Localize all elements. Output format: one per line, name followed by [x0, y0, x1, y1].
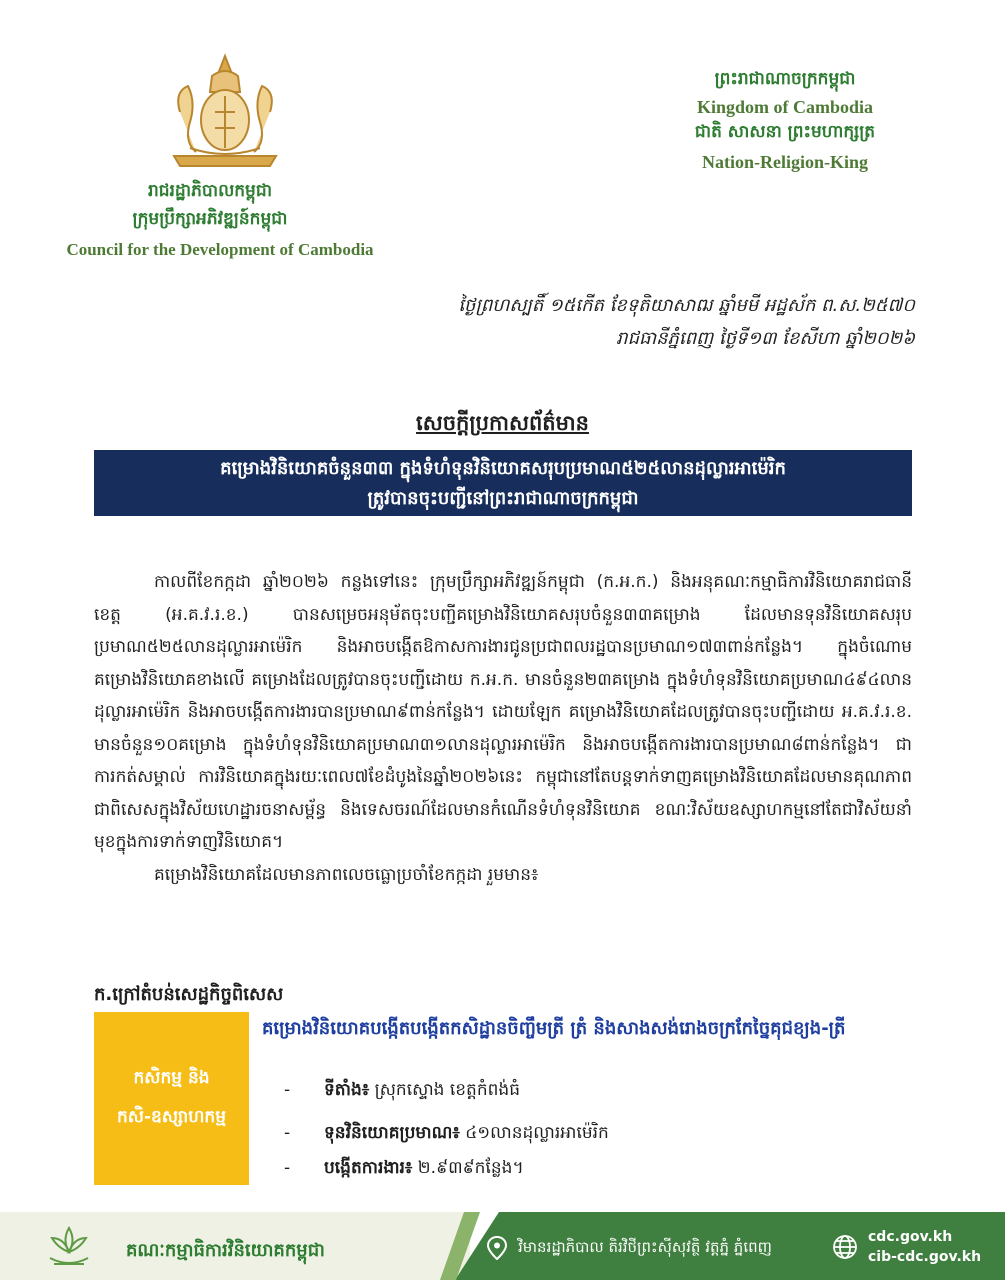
kingdom-name-kh: ព្រះរាជាណាចក្រកម្ពុជា — [714, 69, 856, 89]
council-name-en: Council for the Development of Cambodia — [66, 240, 374, 259]
location-pin-icon — [487, 1236, 507, 1260]
footer-address: វិមានរដ្ឋាភិបាល តិរវិថីព្រះស៊ីសុវត្ថិ វត្តភ្នំ ភ្នំពេញ — [518, 1238, 772, 1256]
lunar-date: ថ្ងៃព្រហស្បតិ៍ ១៥កើត ខែទុតិយាសាឍ ឆ្នាំមមី អដ្ឋស័ក ព.ស.២៥៧០ — [458, 295, 915, 316]
document-title: សេចក្តីប្រកាសព័ត៌មាន — [416, 411, 589, 435]
paragraph-intro-highlights: គម្រោងវិនិយោគដែលមានភាពលេចធ្លោប្រចាំខែកក្កដា រួមមាន៖ — [154, 864, 539, 885]
kingdom-name-en: Kingdom of Cambodia — [696, 97, 874, 117]
body-text — [94, 566, 912, 891]
project-location — [284, 1079, 520, 1104]
council-name-kh: ក្រុមប្រឹក្សាអភិវឌ្ឍន៍កម្ពុជា — [132, 209, 288, 229]
website-link-cdc[interactable]: cdc.gov.kh — [868, 1229, 953, 1245]
sector-line-2: កសិ-ឧស្សាហកម្ម — [117, 1106, 226, 1127]
project-jobs — [284, 1157, 524, 1182]
motto-kh: ជាតិ សាសនា ព្រះមហាក្សត្រ — [694, 122, 876, 142]
sector-line-1: កសិកម្ម និង — [133, 1067, 210, 1088]
bullet-dash: - — [284, 1080, 291, 1100]
motto-en: Nation-Religion-King — [701, 152, 868, 172]
detail-label: ទុនវិនិយោគប្រមាណ៖ — [324, 1123, 460, 1143]
project-title: គម្រោងវិនិយោគបង្កើតបង្កើតកសិដ្ឋានចិញ្ចឹមត្រី ត្រំ និងសាងសង់រោងចក្រកែច្នៃគុជខ្យង-ត្រី — [262, 1018, 846, 1039]
headline-banner — [94, 450, 912, 516]
bullet-dash: - — [284, 1123, 291, 1143]
detail-label: បង្កើតការងារ៖ — [324, 1158, 413, 1178]
detail-label: ទីតាំង៖ — [324, 1080, 370, 1100]
globe-icon — [832, 1234, 858, 1260]
detail-value: ៤១លានដុល្លារអាម៉េរិក — [459, 1123, 609, 1143]
headline-line-2: ត្រូវបានចុះបញ្ជីនៅព្រះរាជាណាចក្រកម្ពុជា — [367, 488, 639, 509]
sector-badge — [94, 1012, 249, 1185]
project-investment — [284, 1122, 609, 1147]
royal-emblem-logo — [160, 52, 290, 170]
website-link-cib[interactable]: cib-cdc.gov.kh — [868, 1249, 982, 1265]
section-heading: ក.ក្រៅតំបន់សេដ្ឋកិច្ចពិសេស — [94, 984, 284, 1005]
headline-line-1: គម្រោងវិនិយោគចំនួន៣៣ ក្នុងទំហំទុនវិនិយោគសរុបប្រមាណ៥២៥លានដុល្លារអាម៉េរិក — [220, 458, 786, 479]
government-name-kh: រាជរដ្ឋាភិបាលកម្ពុជា — [147, 181, 273, 201]
detail-value: ២.៩៣៩កន្លែង។ — [412, 1158, 524, 1178]
cib-lotus-icon — [44, 1222, 94, 1272]
solar-date: រាជធានីភ្នំពេញ ថ្ងៃទី១៣ ខែសីហា ឆ្នាំ២០២៦ — [616, 328, 915, 349]
detail-value: ស្រុកស្ទោង ខេត្តកំពង់ធំ — [369, 1080, 521, 1100]
footer-organization-name: គណៈកម្មាធិការវិនិយោគកម្ពុជា — [126, 1240, 325, 1261]
bullet-dash: - — [284, 1158, 291, 1178]
paragraph-summary: កាលពីខែកក្កដា ឆ្នាំ២០២៦ កន្លងទៅនេះ ក្រុមប្រឹក្សាអភិវឌ្ឍន៍កម្ពុជា (ក.អ.ក.) និងអនុគណៈកម្មាធិការវិនិយោគរាជធានី ខេត្ត (អ.គ.វ.រ.ខ.) បានសម្រេចអនុម័តចុះបញ្ជីគម្រោងវិនិយោគសរុបចំនួន៣៣គម្រោង ដែលមានទុនវិនិយោគសរុបប្រមាណ៥២៥លានដុល្លារអាម៉េរិក និងអាចបង្កើតឱកាសការងារជូនប្រជាពលរដ្ឋបានប្រមាណ១៧៣ពាន់កន្លែង។ ក្នុងចំណោមគម្រោងវិនិយោគខាងលើ គម្រោងដែលត្រូវបានចុះបញ្ជីដោយ ក.អ.ក. មានចំនួន២៣គម្រោង ក្នុងទំហំទុនវិនិយោគប្រមាណ៤៩៤លានដុល្លារអាម៉េរិក និងអាចបង្កើតការងារបានប្រមាណ៩ពាន់កន្លែង។ ដោយឡែក គម្រោងវិនិយោគដែលត្រូវបានចុះបញ្ជីដោយ អ.គ.វ.រ.ខ. មានចំនួន១០គម្រោង ក្នុងទំហំទុនវិនិយោគប្រមាណ៣១លានដុល្លារអាម៉េរិក និងអាចបង្កើតការងារបានប្រមាណ៨ពាន់កន្លែង។ ជាការកត់សម្គាល់ ការវិនិយោគក្នុងរយៈពេល៧ខែដំបូងនៃឆ្នាំ២០២៦នេះ កម្ពុជានៅតែបន្តទាក់ទាញគម្រោងវិនិយោគដែលមានគុណភាព ជាពិសេសក្នុងវិស័យហេដ្ឋារចនាសម្ព័ន្ធ និងទេសចរណ៍ដែលមានកំណើនទំហំទុនវិនិយោគ ខណៈវិស័យឧស្សាហកម្មនៅតែជាវិស័យនាំមុខក្នុងការទាក់ទាញវិនិយោគ។ — [94, 572, 912, 852]
